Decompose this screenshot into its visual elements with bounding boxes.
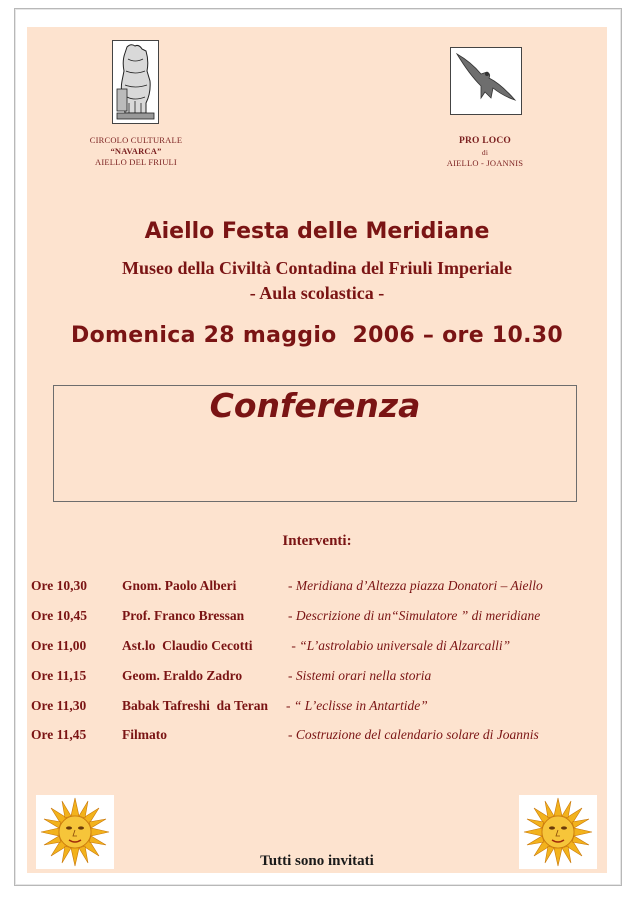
row-topic: - Meridiana d’Altezza piazza Donatori – Aiello: [288, 578, 543, 593]
left-org-name: [80, 135, 192, 168]
row-speaker: Prof. Franco Bressan: [122, 608, 245, 623]
conference-heading: Conferenza: [209, 386, 421, 425]
venue-line2: - Aula scolastica -: [249, 283, 385, 303]
row-speaker: Filmato: [122, 727, 167, 742]
venue-line1: Museo della Civiltà Contadina del Friuli Imperiale: [122, 258, 512, 278]
row-speaker: Geom. Eraldo Zadro: [122, 668, 243, 683]
row-speaker: Ast.lo Claudio Cecotti: [122, 638, 253, 653]
program-row: [0, 727, 634, 747]
right-org-name: [430, 136, 540, 169]
row-speaker: Gnom. Paolo Alberi: [122, 578, 237, 593]
left-org-line3: AIELLO DEL FRIULI: [95, 157, 177, 167]
row-topic: - Costruzione del calendario solare di Joannis: [288, 727, 539, 742]
row-time: Ore 10,30: [31, 578, 87, 593]
event-date: Domenica 28 maggio 2006 – ore 10.30: [71, 323, 563, 348]
row-topic: - “L’astrolabio universale di Alzarcalli”: [288, 638, 511, 653]
program-row: [0, 608, 634, 628]
row-time: Ore 11,45: [31, 727, 87, 742]
program-row: [0, 638, 634, 658]
row-speaker: Babak Tafreshi da Teran: [122, 698, 269, 713]
row-topic: - Descrizione di un“Simulatore ” di meridiane: [288, 608, 541, 623]
right-org-line1: PRO LOCO: [458, 136, 511, 146]
row-topic: - “ L’eclisse in Antartide”: [286, 698, 428, 713]
statue-icon: [112, 40, 159, 124]
bird-icon: [450, 47, 522, 115]
program-row: [0, 698, 634, 718]
row-time: Ore 11,15: [31, 668, 87, 683]
row-time: Ore 11,00: [31, 638, 87, 653]
conference-box: [53, 385, 577, 502]
right-org-line2: di: [481, 148, 489, 157]
row-time: Ore 11,30: [31, 698, 87, 713]
row-topic: - Sistemi orari nella storia: [288, 668, 432, 683]
event-title: Aiello Festa delle Meridiane: [144, 219, 490, 244]
program-heading: Interventi:: [282, 533, 352, 549]
row-time: Ore 10,45: [31, 608, 87, 623]
right-org-line3: AIELLO - JOANNIS: [446, 158, 524, 168]
left-org-line1: CIRCOLO CULTURALE: [89, 135, 183, 145]
program-row: [0, 668, 634, 688]
footer-invitation: Tutti sono invitati: [260, 853, 374, 869]
left-org-line2: “NAVARCA”: [110, 146, 162, 156]
program-row: [0, 578, 634, 598]
